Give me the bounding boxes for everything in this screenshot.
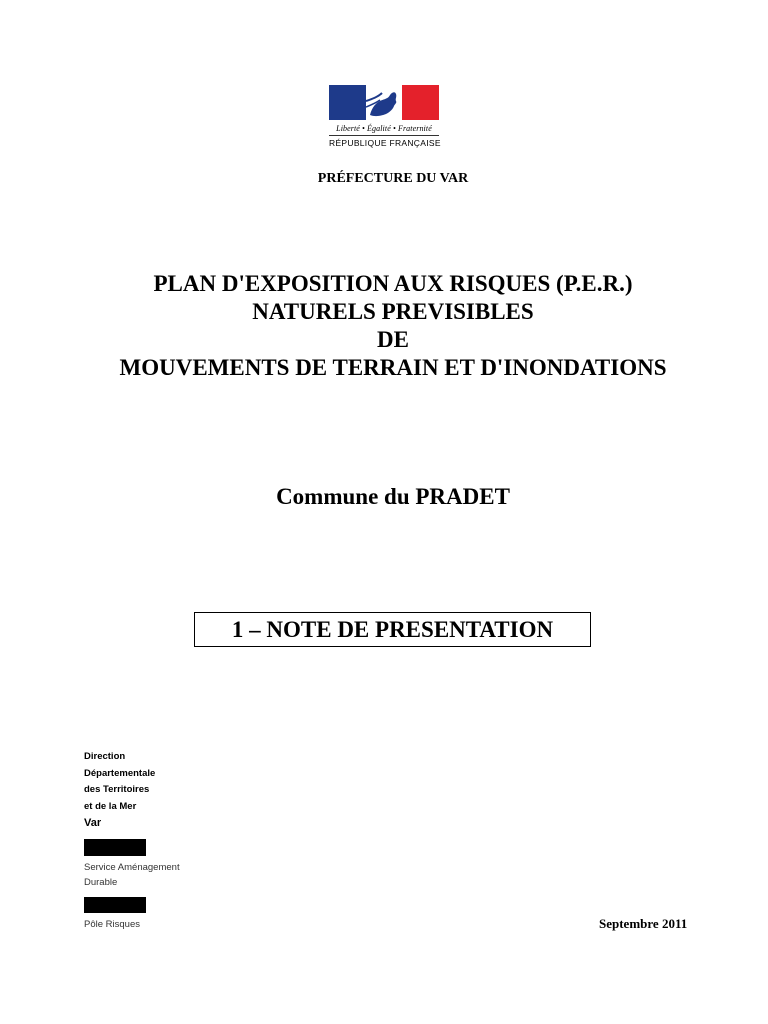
title-line-3: DE [377,327,409,352]
logo-divider [329,135,439,136]
department-name: Var [84,817,102,829]
commune-heading: Commune du PRADET [276,484,510,509]
republique-francaise-text: RÉPUBLIQUE FRANÇAISE [329,138,441,148]
separator-1 [84,839,146,856]
title-line-1: PLAN D'EXPOSITION AUX RISQUES (P.E.R.) [153,271,633,296]
marianne-profile-icon [366,85,402,120]
motto: Liberté • Égalité • Fraternité [336,124,432,133]
direction-line-4: et de la Mer [84,800,137,812]
document-title [0,270,768,382]
title-line-2: NATURELS PREVISIBLES [252,299,534,324]
issuer-block [84,751,180,935]
marianne-flag-icon [329,85,439,120]
republique-francaise-logo [329,85,439,148]
title-line-4: MOUVEMENTS DE TERRAIN ET D'INONDATIONS [119,355,667,380]
separator-2 [84,897,146,914]
section-title-box: 1 – NOTE DE PRESENTATION [194,612,591,647]
service-line-1: Service Aménagement [84,861,180,873]
direction-line-3: des Territoires [84,784,150,795]
direction-line-1: Direction [84,751,126,762]
prefecture-heading: PRÉFECTURE DU VAR [317,171,469,186]
flag-red-band [402,85,439,120]
service-line-2: Durable [84,877,118,888]
direction-line-2: Départementale [84,767,156,779]
flag-white-band [366,85,402,120]
document-date: Septembre 2011 [599,916,688,931]
pole-name: Pôle Risques [84,919,140,930]
flag-blue-band [329,85,366,120]
